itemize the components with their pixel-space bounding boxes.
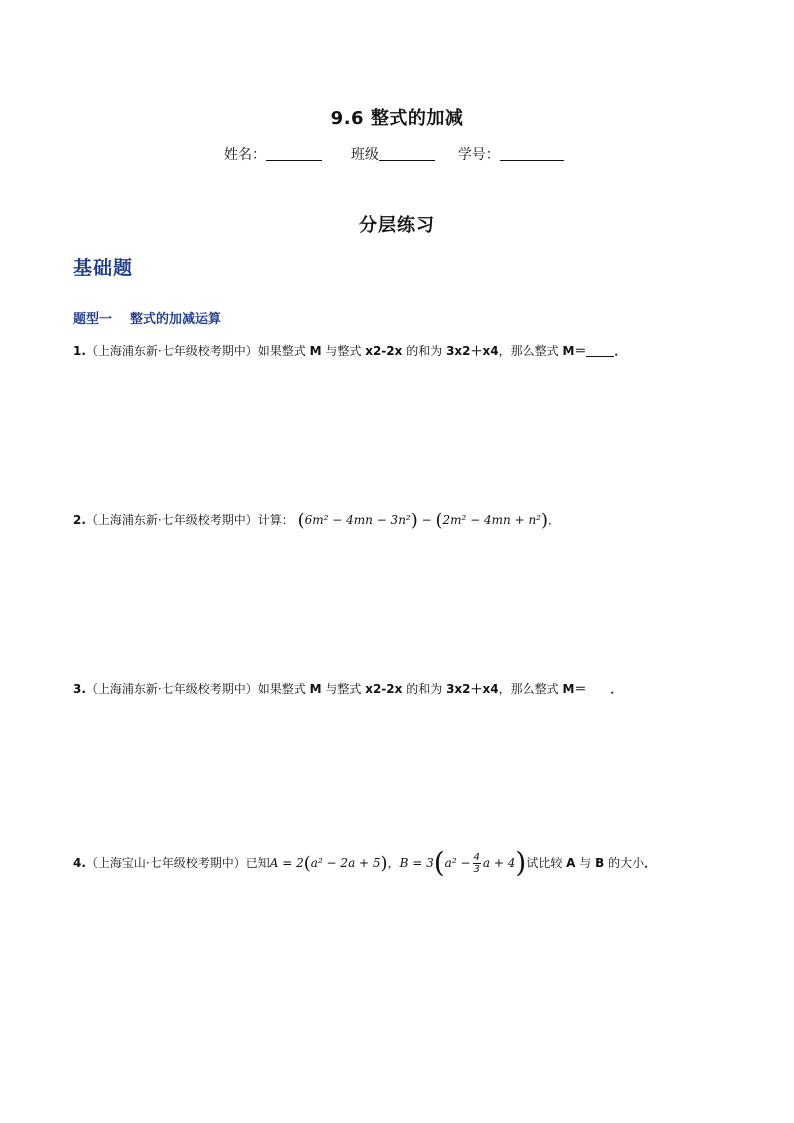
math-expression: B = 3 <box>399 856 434 870</box>
math-expression: 2m² − 4mn + n² <box>442 513 541 527</box>
answer-blank[interactable] <box>586 342 614 357</box>
question-4: 4.（上海宝山·七年级校考期中）已知A = 2(a² − 2a + 5)，B = 3(a² − $\frac{4}{3}$ a + 4)试比较 A 与 B 的大小． <box>73 846 657 879</box>
class-label: 班级 <box>350 147 379 163</box>
question-number: 3. <box>73 682 86 696</box>
page-subtitle: 分层练习 <box>359 215 435 236</box>
fraction <box>473 852 481 875</box>
question-type-heading <box>73 308 221 327</box>
math-expression: a + 4 <box>482 856 516 870</box>
question-number: 2. <box>73 513 86 527</box>
question-text: 试比较 <box>526 856 563 870</box>
question-1 <box>73 342 626 359</box>
question-3 <box>73 680 622 697</box>
comma: ， <box>387 856 400 870</box>
section-heading: 基础题 <box>73 257 134 279</box>
name-label: 姓名： <box>224 147 266 163</box>
period: ． <box>548 513 561 527</box>
question-text: 与 <box>579 856 592 870</box>
question-text: 如果整式 <box>257 344 306 358</box>
page-title: 9.6 整式的加减 <box>330 108 464 129</box>
question-source: （上海浦东新·七年级校考期中） <box>85 682 258 696</box>
question-source: （上海宝山·七年级校考期中） <box>85 856 246 870</box>
variable-m: M <box>309 682 322 696</box>
period: ． <box>614 344 627 358</box>
math-expression: a² − 2a + 5 <box>310 856 381 870</box>
question-text: ，那么整式 <box>498 344 559 358</box>
math-expression: a² − <box>444 856 471 870</box>
expression: 3x2＋x4 <box>446 682 499 696</box>
id-blank[interactable] <box>500 146 564 161</box>
fraction-numerator: 4 <box>473 852 480 863</box>
question-text: 已知 <box>245 856 270 870</box>
question-text: 的和为 <box>406 344 443 358</box>
minus-sign: − <box>421 513 432 527</box>
question-number: 1. <box>73 344 86 358</box>
answer-prompt: M＝ <box>562 344 587 358</box>
id-label: 学号： <box>457 147 500 163</box>
question-source: （上海浦东新·七年级校考期中） <box>85 513 258 527</box>
expression: x2-2x <box>365 682 403 696</box>
variable-b: B <box>595 856 605 870</box>
question-text: 与整式 <box>325 344 362 358</box>
period: ． <box>644 856 657 870</box>
question-text: ，那么整式 <box>498 682 559 696</box>
math-expression: 6m² − 4mn − 3n² <box>304 513 411 527</box>
expression: x2-2x <box>365 344 403 358</box>
question-text: 的大小 <box>608 856 645 870</box>
question-number: 4. <box>73 856 86 870</box>
expression: 3x2＋x4 <box>446 344 499 358</box>
answer-prompt: M＝ <box>562 682 587 696</box>
question-text: 与整式 <box>325 682 362 696</box>
question-2: 2.（上海浦东新·七年级校考期中）计算： (6m² − 4mn − 3n²) − (2m² − 4mn + n²)． <box>73 510 561 531</box>
question-type-name: 整式的加减运算 <box>130 312 222 327</box>
student-info-line <box>224 144 564 164</box>
question-text: 如果整式 <box>257 682 306 696</box>
fraction-denominator: 3 <box>473 864 480 875</box>
name-blank[interactable] <box>266 146 322 161</box>
variable-m: M <box>309 344 322 358</box>
question-type-label: 题型一 <box>73 312 113 327</box>
variable-a: A <box>566 856 576 870</box>
question-text: 的和为 <box>406 682 443 696</box>
period: ． <box>610 682 623 696</box>
question-text: 计算： <box>257 513 294 527</box>
math-expression: A = 2 <box>269 856 304 870</box>
question-source: （上海浦东新·七年级校考期中） <box>85 344 258 358</box>
class-blank[interactable] <box>379 146 435 161</box>
